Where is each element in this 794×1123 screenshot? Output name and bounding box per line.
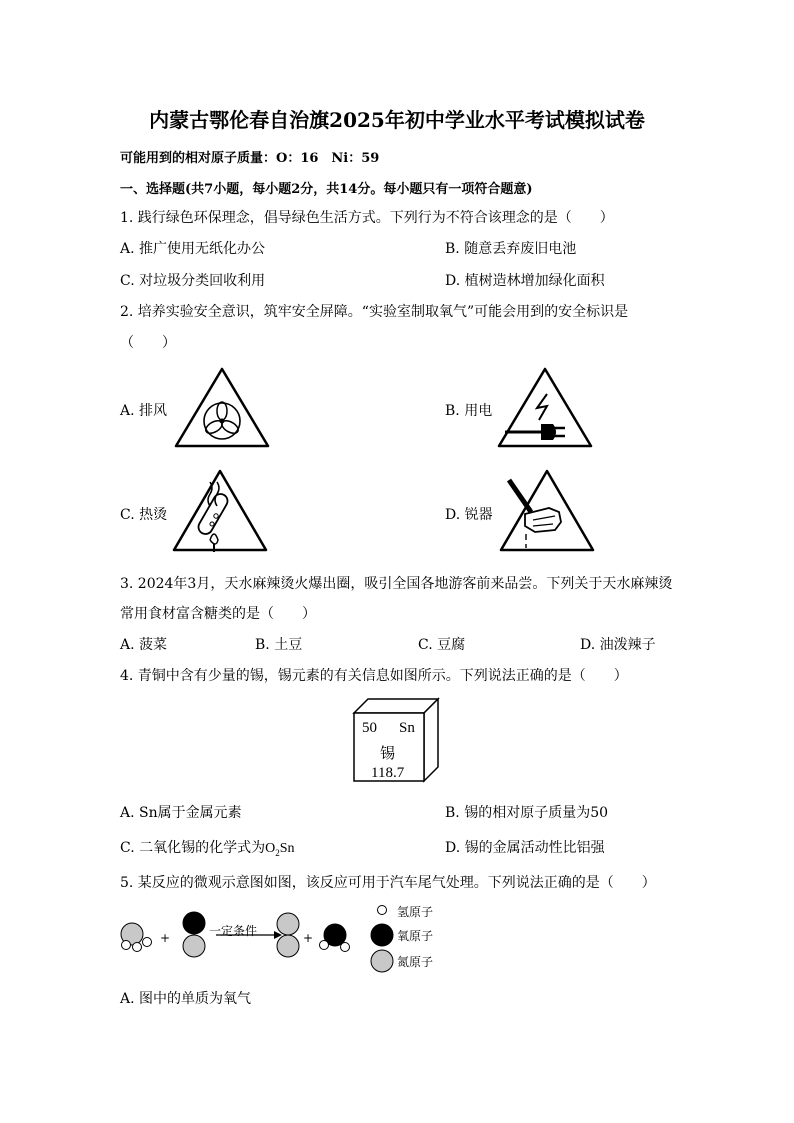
legend-oxygen: 氧原子 xyxy=(397,929,434,943)
q4-option-a: A. Sn属于金属元素 xyxy=(120,805,242,821)
q2-stem: 2. 培养实验安全意识，筑牢安全屏障。“实验室制取氧气”可能会用到的安全标识是 xyxy=(120,304,629,320)
q4-option-b: B. 锡的相对原子质量为50 xyxy=(445,805,609,821)
plus-sign-2: + xyxy=(303,931,314,945)
element-mass: 118.7 xyxy=(371,765,405,781)
section-heading: 一、选择题(共7小题，每小题2分，共14分。每小题只有一项符合题意) xyxy=(120,182,533,197)
q2-option-d: D. 锐器 xyxy=(445,507,493,523)
legend-nitrogen: 氮原子 xyxy=(397,955,434,969)
atomic-mass-note: 可能用到的相对原子质量：O：16 Ni：59 xyxy=(120,151,380,166)
hot-tube-icon xyxy=(170,468,270,556)
electric-plug-icon xyxy=(495,366,595,450)
q4-stem: 4. 青铜中含有少量的锡，锡元素的有关信息如图所示。下列说法正确的是（ ） xyxy=(120,668,628,684)
page-title: 内蒙古鄂伦春自治旗2025年初中学业水平考试模拟试卷 xyxy=(149,108,645,132)
q3-option-c: C. 豆腐 xyxy=(418,637,466,653)
element-number: 50 xyxy=(362,720,377,736)
plus-sign-1: + xyxy=(160,931,171,945)
q3-stem-line1: 3. 2024年3月，天水麻辣烫火爆出圈，吸引全国各地游客前来品尝。下列关于天水麻辣烫 xyxy=(120,576,673,592)
q3-option-b: B. 土豆 xyxy=(255,637,303,653)
q4-option-c: C. 二氧化锡的化学式为$O_2Sn$ xyxy=(120,840,295,858)
legend-hydrogen: 氢原子 xyxy=(397,905,434,919)
q1-stem: 1. 践行绿色环保理念，倡导绿色生活方式。下列行为不符合该理念的是（ ） xyxy=(120,210,614,226)
fan-icon xyxy=(172,366,272,450)
q2-option-b: B. 用电 xyxy=(445,403,493,419)
reaction-condition: 一定条件 xyxy=(209,924,258,938)
q1-option-b: B. 随意丢弃废旧电池 xyxy=(445,241,577,257)
q2-option-a: A. 排风 xyxy=(120,403,168,419)
q5-option-a: A. 图中的单质为氧气 xyxy=(120,991,252,1007)
q3-stem-line2: 常用食材富含糖类的是（ ） xyxy=(120,606,316,622)
q2-paren: （ ） xyxy=(120,335,176,351)
q2-option-c: C. 热烫 xyxy=(120,507,168,523)
q5-stem: 5. 某反应的微观示意图如图，该反应可用于汽车尾气处理。下列说法正确的是（ ） xyxy=(120,875,656,891)
q3-option-a: A. 菠菜 xyxy=(120,637,168,653)
sharp-knife-icon xyxy=(497,468,597,556)
q1-option-a: A. 推广使用无纸化办公 xyxy=(120,241,266,257)
q3-option-d: D. 油泼辣子 xyxy=(580,637,656,653)
element-symbol: Sn xyxy=(399,720,415,736)
q4-option-d: D. 锡的金属活动性比铝强 xyxy=(445,840,605,856)
q1-option-d: D. 植树造林增加绿化面积 xyxy=(445,273,605,289)
element-name: 锡 xyxy=(380,744,396,762)
q1-option-c: C. 对垃圾分类回收利用 xyxy=(120,273,266,289)
